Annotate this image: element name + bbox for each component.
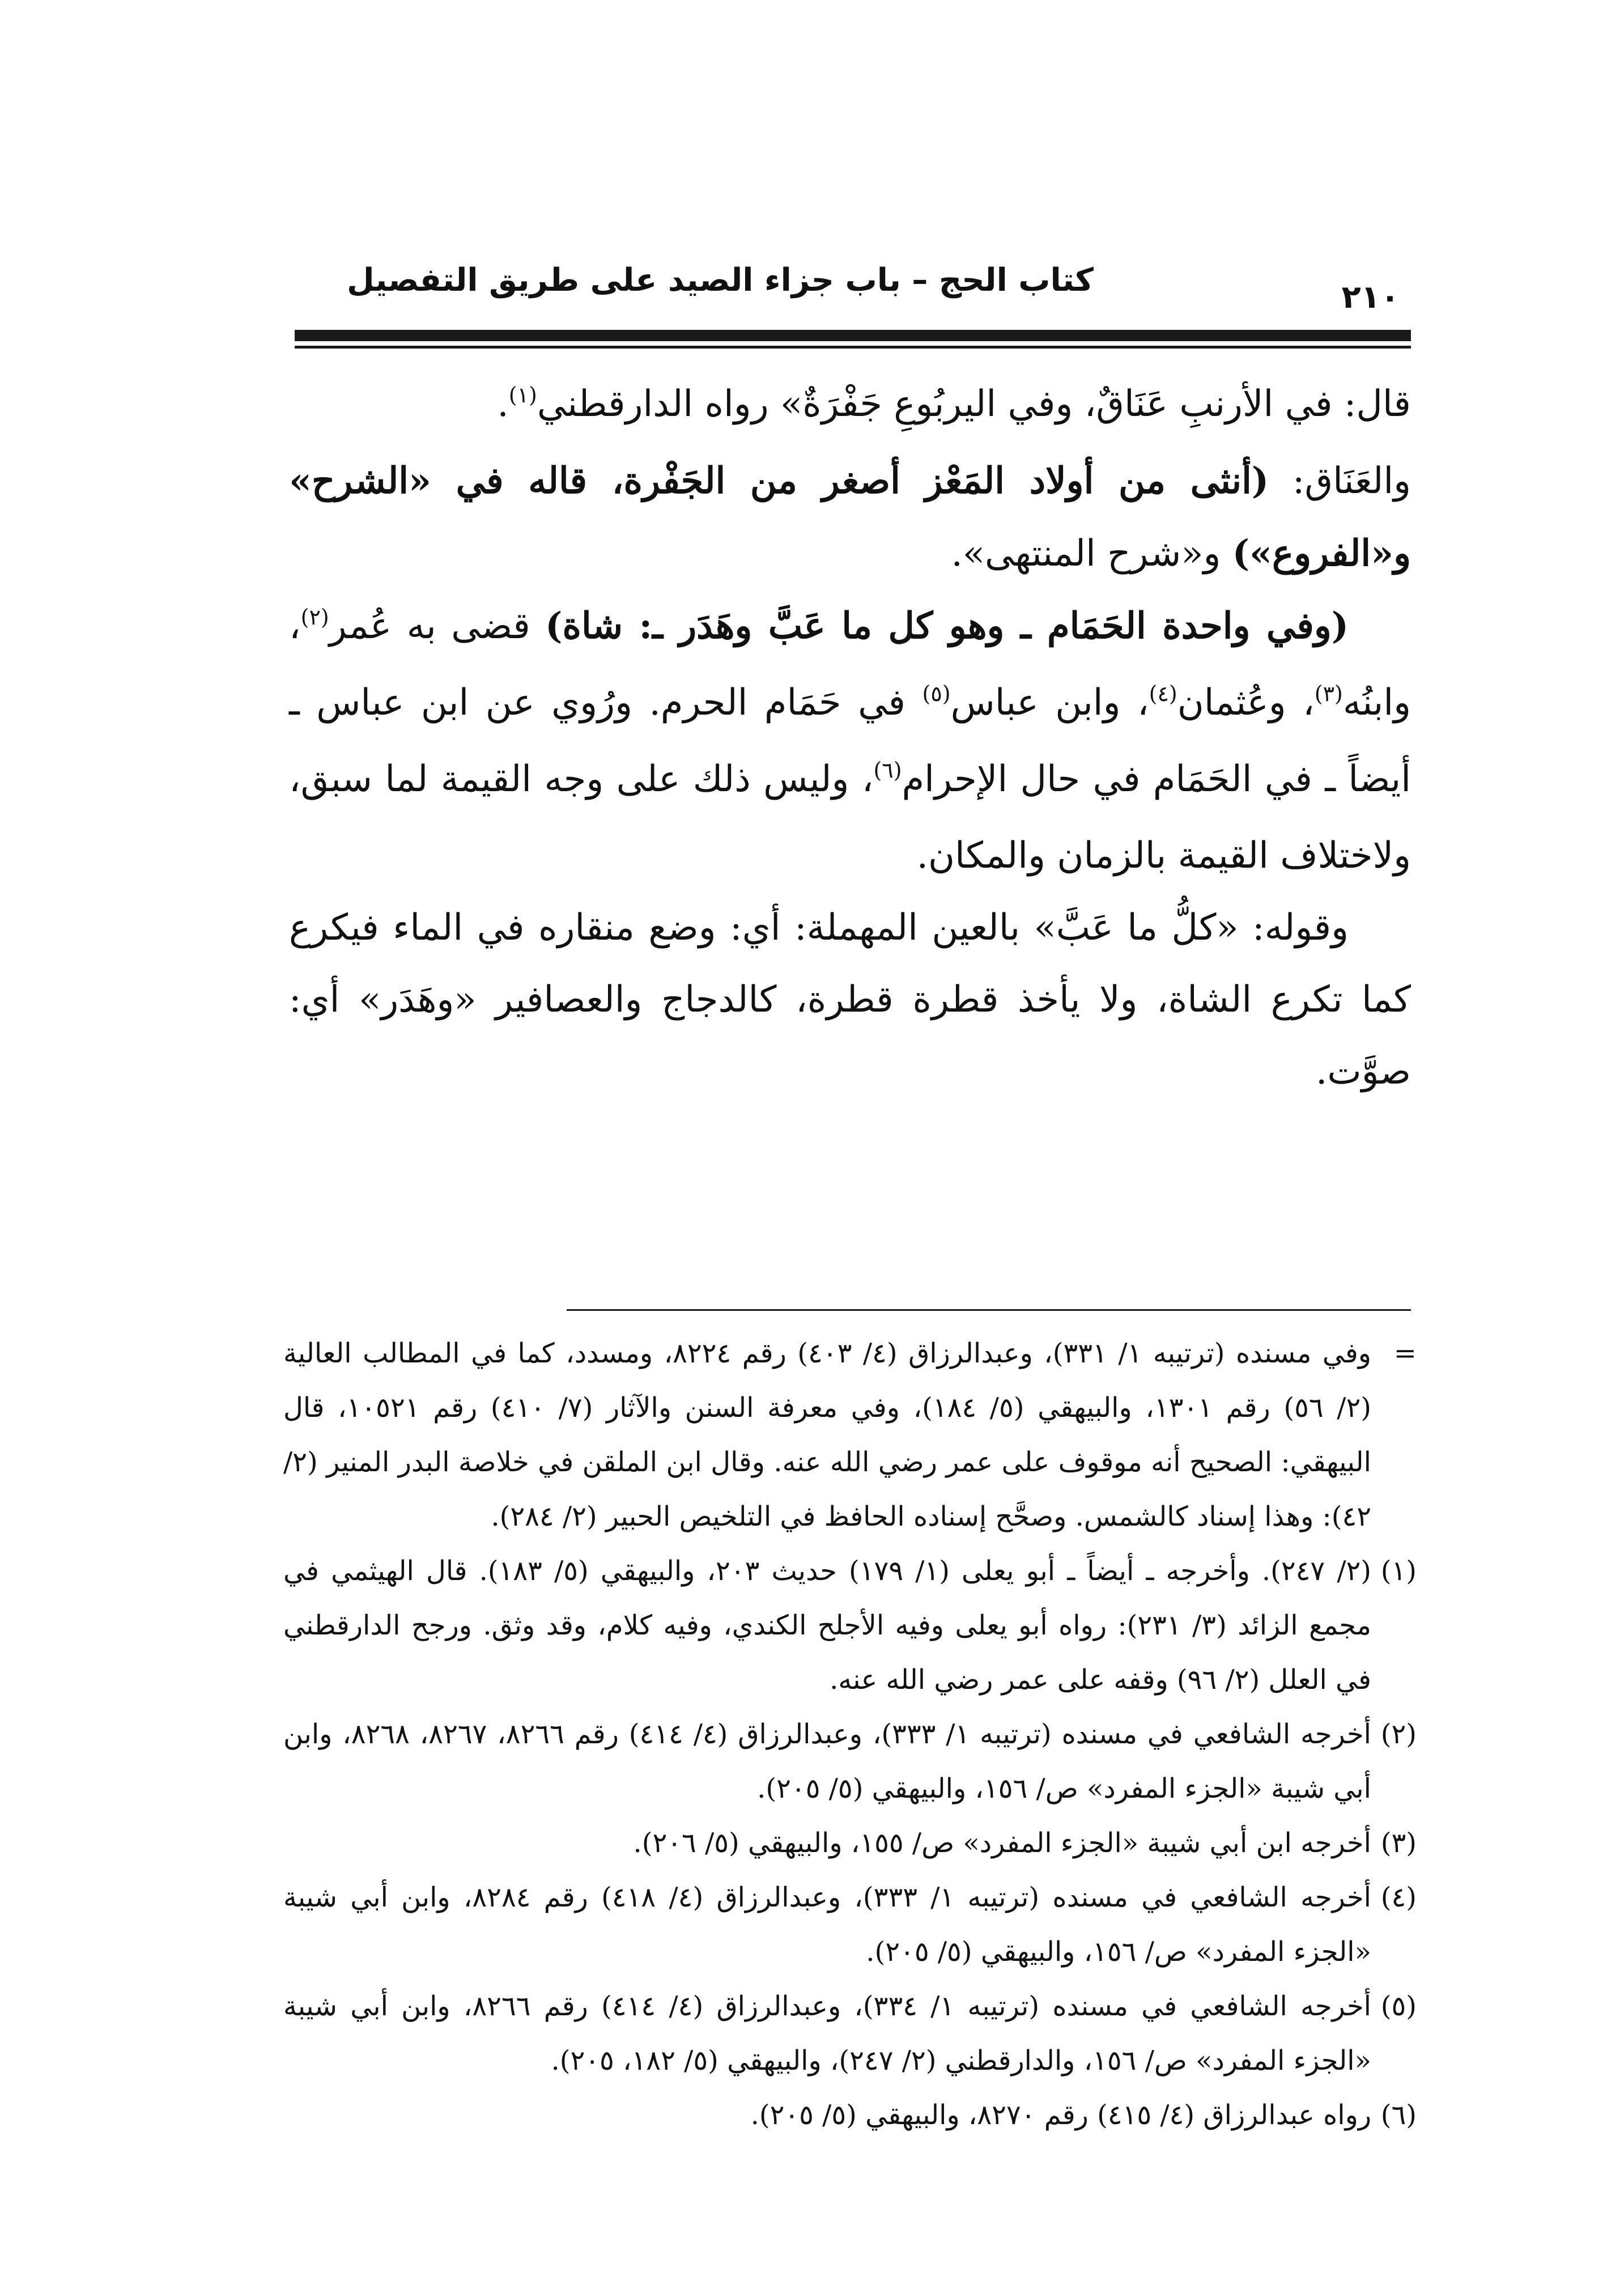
footnote-text: رواه عبدالرزاق (٤/ ٤١٥) رقم ٨٢٧٠، والبيهقي (٥/ ٢٠٥). xyxy=(750,2099,1371,2131)
footnotes xyxy=(283,1326,1417,2142)
footnote-marker: (٣) xyxy=(1314,681,1343,706)
footnote xyxy=(283,1816,1417,1870)
text-run: قال: في الأرنبِ عَنَاقٌ، وفي اليربُوعِ جَفْرَةٌ» رواه الدارقطني xyxy=(537,383,1411,425)
continuation-marker: = xyxy=(1393,1337,1417,1369)
footnote-marker: (٦) xyxy=(873,758,902,783)
text-run: ، وابنُه xyxy=(289,605,1411,724)
footnote-text: (٢/ ٢٤٧). وأخرجه ـ أيضاً ـ أبو يعلى (١/ ١٧٩) حديث ٢٠٣، والبيهقي (٥/ ١٨٣). قال الهيثمي في مجمع الزائد (٣/ ٢٣١): رواه أبو يعلى وفيه الأجلح الكندي، وفيه كلام، وقد وثق. ورجح الدارقطني في العلل (٢/ ٩٦) وقفه على عمر رضي الله عنه. xyxy=(283,1555,1372,1696)
text-run: والعَنَاق: xyxy=(1269,460,1412,502)
text-run: ، وابن عباس xyxy=(950,682,1149,724)
footnote xyxy=(283,1707,1417,1816)
paragraph-2 xyxy=(289,590,1411,892)
footnote-number: (٥) xyxy=(1380,1990,1417,2022)
page-number: ٢١٠ xyxy=(1341,279,1400,316)
text-run: ، وليس ذلك على وجه القيمة لما سبق، ولاختلاف القيمة بالزمان والمكان. xyxy=(289,758,1411,877)
footnote-number: (٦) xyxy=(1380,2099,1417,2131)
footnote xyxy=(283,1870,1417,1979)
running-header xyxy=(295,258,1411,320)
footnote xyxy=(283,2088,1417,2142)
paragraph-1 xyxy=(289,368,1411,590)
text-run: في حَمَام الحرم. ورُوي عن ابن عباس ـ أيضاً ـ في الحَمَام في حال الإحرام xyxy=(289,682,1412,800)
header-rule-thin xyxy=(295,346,1411,349)
bold-quote: (وفي واحدة الحَمَام ـ وهو كل ما عَبَّ وهَدَر ـ: شاة) xyxy=(545,605,1349,647)
footnote-separator xyxy=(567,1309,1411,1311)
footnote-number: (٤) xyxy=(1380,1882,1417,1913)
text-run: و«شرح المنتهى». xyxy=(951,533,1232,575)
footnote-marker: (٥) xyxy=(922,681,951,706)
footnote-text: أخرجه الشافعي في مسنده (ترتيبه ١/ ٣٣٣)، وعبدالرزاق (٤/ ٤١٨) رقم ٨٢٨٤، وابن أبي شيبة «الجزء المفرد» ص/ ١٥٦، والبيهقي (٥/ ٢٠٥). xyxy=(283,1882,1371,1968)
text-run: . xyxy=(497,383,509,425)
paragraph-3: وقوله: «كلُّ ما عَبَّ» بالعين المهملة: أي: وضع منقاره في الماء فيكرع كما تكرع الشاة، ولا يأخذ قطرة قطرة، كالدجاج والعصافير «وهَدَر» أي: صوَّت. xyxy=(289,907,1412,1093)
footnote-marker: (٢) xyxy=(300,605,329,630)
text-run: قضى به عُمر xyxy=(329,605,546,647)
bold-quote: (أنثى من أولاد المَعْز أصغر من الجَفْرة، قاله في «الشرح» و«الفروع») xyxy=(289,460,1411,575)
text-run: ، وعُثمان xyxy=(1177,682,1315,724)
footnote-marker: (١) xyxy=(508,383,537,407)
footnote-marker: (٤) xyxy=(1149,681,1177,706)
footnote-text: أخرجه الشافعي في مسنده (ترتيبه ١/ ٣٣٣)، وعبدالرزاق (٤/ ٤١٤) رقم ٨٢٦٦، ٨٢٦٧، ٨٢٦٨، وابن أبي شيبة «الجزء المفرد» ص/ ١٥٦، والبيهقي (٥/ ٢٠٥). xyxy=(283,1718,1372,1804)
footnote-number: (٢) xyxy=(1380,1718,1417,1750)
footnote-text: أخرجه ابن أبي شيبة «الجزء المفرد» ص/ ١٥٥، والبيهقي (٥/ ٢٠٦). xyxy=(633,1827,1371,1859)
header-rule-thick xyxy=(295,330,1411,341)
footnote-text: أخرجه الشافعي في مسنده (ترتيبه ١/ ٣٣٤)، وعبدالرزاق (٤/ ٤١٤) رقم ٨٢٦٦، وابن أبي شيبة «الجزء المفرد» ص/ ١٥٦، والدارقطني (٢/ ٢٤٧)، والبيهقي (٥/ ١٨٢، ٢٠٥). xyxy=(283,1990,1371,2077)
main-text xyxy=(289,368,1411,1108)
footnote-continuation xyxy=(283,1326,1417,1544)
chapter-title: كتاب الحج – باب جزاء الصيد على طريق التفصيل xyxy=(347,262,1094,299)
footnote-number: (٣) xyxy=(1380,1827,1417,1859)
footnote xyxy=(283,1544,1417,1707)
footnote-text: وفي مسنده (ترتيبه ١/ ٣٣١)، وعبدالرزاق (٤/ ٤٠٣) رقم ٨٢٢٤، ومسدد، كما في المطالب العالية (٢/ ٥٦) رقم ١٣٠١، والبيهقي (٥/ ١٨٤)، وفي معرفة السنن والآثار (٧/ ٤١٠) رقم ١٠٥٢١، قال البيهقي: الصحيح أنه موقوف على عمر رضي الله عنه. وقال ابن الملقن في خلاصة البدر المنير (٢/ ٤٢): وهذا إسناد كالشمس. وصحَّح إسناده الحافظ في التلخيص الحبير (٢/ ٢٨٤). xyxy=(283,1337,1371,1532)
footnote xyxy=(283,1979,1417,2088)
footnote-number: (١) xyxy=(1380,1555,1417,1587)
